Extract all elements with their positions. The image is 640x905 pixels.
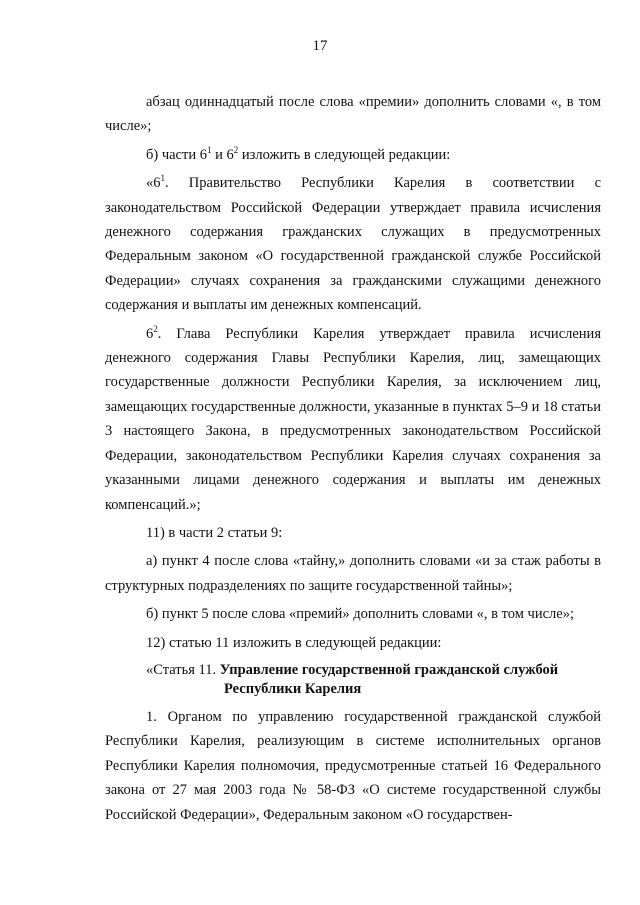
text-fragment: 6 <box>146 325 154 342</box>
paragraph <box>105 171 601 317</box>
superscript: 2 <box>233 144 239 155</box>
article-heading-title-line2: Республики Карелия <box>224 680 362 697</box>
document-body <box>105 90 601 827</box>
superscript: 1 <box>206 144 212 155</box>
text-fragment: изложить в следующей редакции: <box>238 146 451 163</box>
page-number: 17 <box>312 38 328 54</box>
paragraph: 1. Органом по управлению государственной гражданской службой Республики Карелия, реализующим в системе исполнительных органов Республики Карелия полномочия, предусмотренные статьей 16 Федерального закона от 27 мая 2003 года № 58-ФЗ «О системе государственной службы Российской Федерации», Федеральным законом «О государствен- <box>105 708 601 823</box>
text-fragment: и 6 <box>211 146 234 163</box>
paragraph: б) пункт 5 после слова «премий» дополнить словами «, в том числе»; <box>146 606 574 623</box>
paragraph: абзац одиннадцатый после слова «премии» дополнить словами «, в том числе»; <box>105 94 601 135</box>
paragraph: 11) в части 2 статьи 9: <box>146 524 283 541</box>
superscript: 2 <box>153 323 158 334</box>
article-heading <box>105 661 601 699</box>
text-fragment: . Глава Республики Карелия утверждает правила исчисления денежного содержания Главы Республики Карелия, лиц, замещающих государственные должности Республики Карелия, за исключением лиц, замещающих государственные должности, указанные в пунктах 5–9 и 18 статьи 3 настоящего Закона, в предусмотренных законодательством Российской Федерации, законодательством Республики Карелия случаях сохранения за указанными лицами денежного содержания и выплаты им денежных компенсаций.»; <box>105 325 601 513</box>
paragraph: а) пункт 4 после слова «тайну,» дополнить словами «и за стаж работы в структурных подразделениях по защите государственной тайны»; <box>105 553 601 594</box>
article-heading-title: Управление государственной гражданской службой <box>219 661 559 678</box>
paragraph <box>105 143 601 167</box>
superscript: 1 <box>160 173 165 184</box>
text-fragment: «6 <box>146 175 161 192</box>
paragraph <box>105 322 601 517</box>
text-fragment: б) части 6 <box>146 146 207 163</box>
text-fragment: . Правительство Республики Карелия в соответствии с законодательством Российской Федерации утверждает правила исчисления денежного содержания гражданских служащих в предусмотренных Федеральным законом «О государственной гражданской службе Российской Федерации» случаях сохранения за гражданскими служащими денежного содержания и выплаты им денежных компенсаций. <box>105 175 601 314</box>
paragraph: 12) статью 11 изложить в следующей редакции: <box>146 634 442 651</box>
article-heading-prefix: «Статья 11. <box>146 661 220 678</box>
